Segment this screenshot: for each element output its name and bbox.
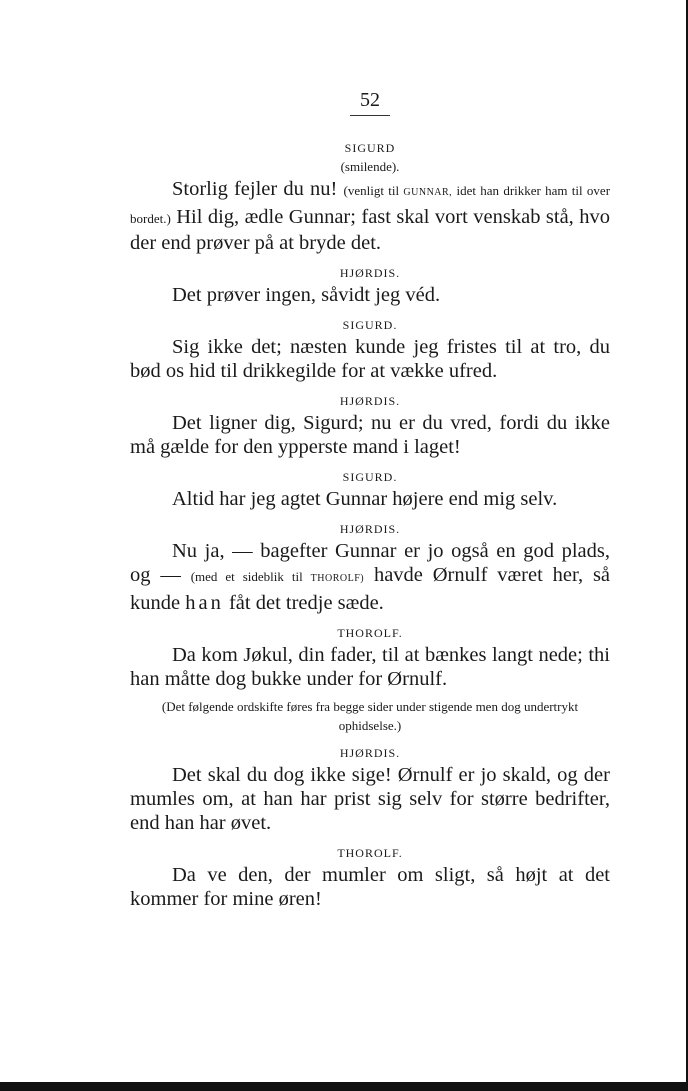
speech-hjordis-4: Det skal du dog ikke sige! Ørnulf er jo skald, og der mumles om, at han har prist sig selv for større bedrifter, end han har øvet. — [130, 764, 610, 834]
speech-sigurd-1 — [130, 177, 610, 255]
speaker-hjordis: HJØRDIS. — [339, 522, 401, 536]
speech-text: havde Ørnulf været her, så kunde — [130, 564, 611, 614]
speaker-sigurd: SIGURD. — [342, 318, 398, 332]
stage-direction: (Det følgende ordskifte føres fra begge sider under stigende men dog undertrykt ophidselse.) — [161, 699, 579, 733]
speaker-thorolf: THOROLF. — [337, 846, 403, 860]
speech-hjordis-1: Det prøver ingen, såvidt jeg véd. — [172, 284, 441, 306]
speech-thorolf-2: Da ve den, der mumler om sligt, så højt at det kommer for mine øren! — [130, 864, 610, 910]
speech-sigurd-2: Sig ikke det; næsten kunde jeg fristes til at tro, du bød os hid til drikkegilde for at vække ufred. — [130, 336, 610, 382]
inline-direction: (med et sideblik til THOROLF) — [190, 569, 365, 584]
speech-thorolf-1: Da kom Jøkul, din fader, til at bænkes langt nede; thi han måtte dog bukke under for Ørnulf. — [130, 644, 610, 690]
speech-text: Storlig fejler du nu! — [172, 178, 338, 200]
page-number-rule — [350, 115, 390, 116]
speech-sigurd-3: Altid har jeg agtet Gunnar højere end mig selv. — [172, 488, 558, 510]
emphasis-han: han — [185, 592, 224, 614]
speech-hjordis-2: Det ligner dig, Sigurd; nu er du vred, fordi du ikke må gælde for den ypperste mand i laget! — [130, 412, 610, 458]
speaker-sigurd: SIGURD — [344, 141, 396, 155]
speech-text: fåt det tredje sæde. — [228, 592, 384, 614]
page-number: 52 — [360, 89, 380, 111]
stage-direction-smiling: (smilende). — [340, 159, 400, 174]
speaker-thorolf: THOROLF. — [337, 626, 403, 640]
book-page — [130, 88, 610, 911]
speech-text: Nu ja, — bagefter Gunnar er jo også en god plads, og — — [130, 540, 610, 586]
speaker-hjordis: HJØRDIS. — [339, 394, 401, 408]
page-edge-bottom — [0, 1082, 688, 1091]
speech-hjordis-3 — [130, 539, 610, 615]
speech-text: Hil dig, ædle Gunnar; fast skal vort venskab stå, hvo der end prøver på at bryde det. — [130, 206, 610, 254]
speaker-hjordis: HJØRDIS. — [339, 746, 401, 760]
speaker-hjordis: HJØRDIS. — [339, 266, 401, 280]
inline-direction: (venligt til GUNNAR, idet han drikker ham til over bordet.) — [130, 183, 611, 226]
speaker-sigurd: SIGURD. — [342, 470, 398, 484]
